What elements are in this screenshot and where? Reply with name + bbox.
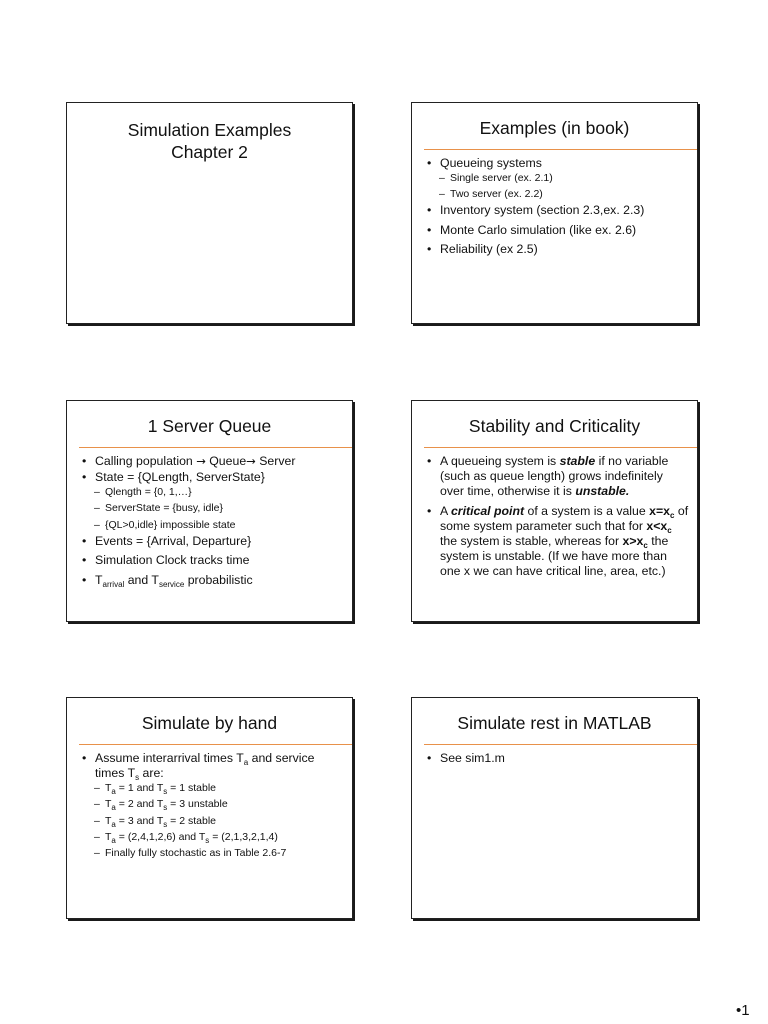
dash-icon: – bbox=[94, 847, 100, 860]
slide-simulate-by-hand bbox=[66, 697, 353, 919]
bullet-item: • A critical point of a system is a value $x=x_c$ of some system parameter such that for $x<x_c$ the system is stable, whereas for $x>x_c$ the system is unstable. (If we have more than one x we can have critical line, area, etc.) bbox=[427, 503, 689, 578]
slide-title: Simulate by hand bbox=[141, 713, 278, 733]
dash-icon: – bbox=[94, 830, 100, 843]
bullet-item: • $T_{arrival}$ and $T_{service}$ probabilistic bbox=[82, 572, 253, 589]
slide-body bbox=[427, 751, 689, 771]
bullet-item: • See sim1.m bbox=[427, 751, 505, 765]
dash-icon: – bbox=[94, 518, 100, 531]
sub-bullet-item: – $T_a = 2$ and $T_s = 3$ unstable bbox=[94, 798, 228, 813]
page-number: •1 bbox=[736, 1002, 750, 1019]
slide-examples-in-book bbox=[411, 102, 698, 324]
title-line-1: Simulation Examples bbox=[127, 120, 292, 140]
bullet-item: • State = {QLength, ServerState} bbox=[82, 470, 265, 484]
dash-icon: – bbox=[439, 172, 445, 184]
slide-one-server-queue bbox=[66, 400, 353, 622]
bullet-icon: • bbox=[427, 503, 432, 518]
dash-icon: – bbox=[94, 814, 100, 827]
bullet-icon: • bbox=[427, 242, 432, 257]
bullet-icon: • bbox=[82, 470, 87, 484]
dash-icon: – bbox=[439, 188, 445, 201]
bullet-icon: • bbox=[427, 156, 432, 170]
bullet-item: • Inventory system (section 2.3,ex. 2.3) bbox=[427, 203, 645, 218]
arrow-right-icon: → bbox=[196, 454, 206, 468]
bullet-icon: • bbox=[427, 454, 432, 468]
bullet-item: • Monte Carlo simulation (like ex. 2.6) bbox=[427, 222, 637, 237]
slide-body bbox=[427, 156, 689, 262]
slide-stability-criticality bbox=[411, 400, 698, 622]
sub-bullet-item: – Single server (ex. 2.1) bbox=[439, 172, 553, 184]
bullet-item: • Queueing systems bbox=[427, 156, 542, 170]
sub-bullet-item: – Two server (ex. 2.2) bbox=[439, 188, 543, 201]
slide-title: Examples (in book) bbox=[479, 118, 630, 138]
title-divider bbox=[79, 744, 352, 745]
dash-icon: – bbox=[94, 502, 100, 515]
bullet-item: • A queueing system is stable if no variable (such as queue length) grows indefinitely over time, otherwise it is unstable. bbox=[427, 454, 669, 498]
sub-bullet-item: – $T_a = (2,4,1,2,6)$ and $T_s = (2,1,3,2,1,4)$ bbox=[94, 830, 278, 845]
title-divider bbox=[424, 447, 697, 448]
title-line-2: Chapter 2 bbox=[171, 142, 248, 162]
bullet-item: • Calling population → Queue→ Server bbox=[82, 454, 296, 468]
sub-bullet-item: – {QL>0,idle} impossible state bbox=[94, 518, 236, 531]
bullet-item: • Reliability (ex 2.5) bbox=[427, 242, 538, 257]
bullet-item: • Events = {Arrival, Departure} bbox=[82, 533, 252, 548]
slide-title bbox=[67, 119, 352, 163]
dash-icon: – bbox=[94, 782, 100, 794]
slide-body bbox=[82, 454, 344, 592]
arrow-right-icon: → bbox=[246, 454, 256, 468]
bullet-icon: • bbox=[427, 222, 432, 237]
dash-icon: – bbox=[94, 486, 100, 498]
bullet-icon: • bbox=[82, 454, 87, 468]
slide-simulation-examples bbox=[66, 102, 353, 324]
title-divider bbox=[424, 744, 697, 745]
bullet-icon: • bbox=[82, 533, 87, 548]
dash-icon: – bbox=[94, 798, 100, 811]
sub-bullet-item: – ServerState = {busy, idle} bbox=[94, 502, 224, 515]
bullet-item: • Simulation Clock tracks time bbox=[82, 553, 250, 568]
slide-title: Stability and Criticality bbox=[468, 416, 641, 436]
slide-body bbox=[427, 454, 689, 583]
sub-bullet-item: – $T_a = 3$ and $T_s = 2$ stable bbox=[94, 814, 217, 829]
slide-body bbox=[82, 751, 344, 863]
slide-simulate-in-matlab bbox=[411, 697, 698, 919]
bullet-icon: • bbox=[427, 751, 432, 765]
sub-bullet-item: – $T_a = 1$ and $T_s = 1$ stable bbox=[94, 782, 217, 796]
bullet-icon: • bbox=[427, 203, 432, 218]
bullet-icon: • bbox=[82, 572, 87, 587]
bullet-icon: • bbox=[82, 751, 87, 765]
title-divider bbox=[79, 447, 352, 448]
bullet-icon: • bbox=[82, 553, 87, 568]
sub-bullet-item: – Qlength = {0, 1,…} bbox=[94, 486, 192, 498]
slide-title: Simulate rest in MATLAB bbox=[457, 713, 652, 733]
slide-title: 1 Server Queue bbox=[147, 416, 272, 436]
bullet-item: • Assume interarrival times $T_a$ and service times $T_s$ are: bbox=[82, 751, 315, 782]
title-divider bbox=[424, 149, 697, 150]
sub-bullet-item: – Finally fully stochastic as in Table 2.6-7 bbox=[94, 847, 287, 860]
